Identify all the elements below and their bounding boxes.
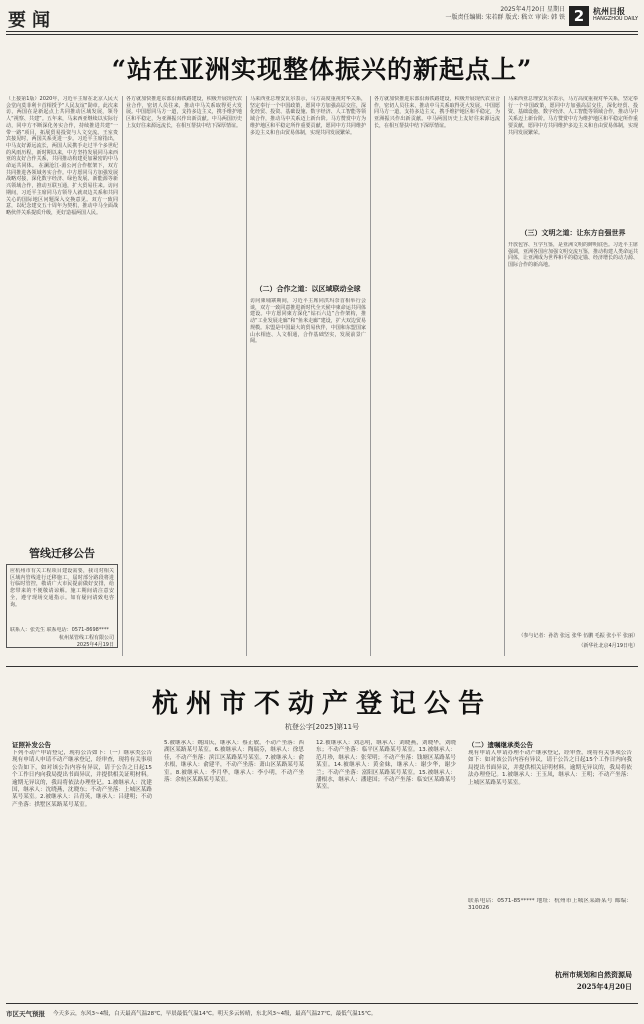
announcement-col-4-heading: （二）遗嘱继承类公告: [468, 741, 533, 749]
header-rule: [6, 31, 638, 32]
notice-box: [6, 564, 118, 648]
notice-date: 2025年4月19日: [76, 642, 114, 648]
page-header: [6, 4, 638, 30]
weather-text: 今天多云，东风3~4级，白天最高气温28℃，早晨最低气温14℃。明天多云转晴，东北风3~4级，最高气温27℃，最低气温15℃。: [53, 1011, 377, 1017]
announcement-contact: 联系电话：0571-85***** 地址：杭州市上城区某路某号 邮编：310026: [468, 898, 632, 912]
article-headline: “站在亚洲实现整体振兴的新起点上”: [111, 55, 533, 84]
section-title: 要闻: [8, 10, 56, 31]
article-col-5-top: 马来西亚总理安瓦尔表示，马方高度重视对华关系，坚定奉行一个中国政策，愿同中方加强高层交往，深化经贸、投资、基础设施、数字经济、人工智能等领域合作，推动马中关系迈上新台阶。马方赞赏中方为维护地区和平稳定所作重要贡献，愿同中方共同维护多边主义和自由贸易体制，实现共同发展繁荣。: [508, 96, 638, 136]
article-col-3-bottom: 访问柬埔寨期间，习近平主席同洪玛奈首相举行会谈，双方一致同意推进新时代全天候中柬命运共同体建设。中方愿同柬方深化“钻石六边”合作架构，推动“工业发展走廊”和“鱼米走廊”建设，扩大双边贸易规模。东盟是中国最大的贸易伙伴，中国和东盟国家山水相连、人文相通，合作基础坚实，发展前景广阔。: [250, 298, 366, 345]
paper-logo: [593, 6, 638, 22]
header-date-block: [445, 6, 565, 22]
article-subhead-2: （二）合作之道：以区域联动全球: [255, 284, 361, 293]
column-divider: [504, 96, 505, 656]
announcement-col-2: 5.被继承人：姚国庆，继承人：蔡正敏，不动产坐落：西湖区某路某号某室。6.被继承人：陶瑞芬，继承人：徐思佳，不动产坐落：滨江区某路某号某室。7.被继承人：俞水根，继承人：俞建平，不动产坐落：萧山区某路某号某室。8.被继承人：李月华，继承人：李小明，不动产坐落：余杭区某路某号某室。: [164, 740, 304, 784]
article-col-1b-text: 在澜沧江-湄公河合作框架下，双方共同推进各领域务实合作。中方愿同马方加强发展战略对接，深化数字经济、绿色发展、新能源等新兴领域合作，推动互联互通，扩大贸易往来。访问期间，习近平主席同马方领导人就双边关系和共同关心的国际地区问题深入交换意见。双方一致同意，以纪念建交五十周年为契机，推动中马全面战略伙伴关系提质升级，更好造福两国人民。: [6, 163, 118, 216]
announcement-doc-number: 杭登公字[2025]第11号: [284, 723, 360, 731]
announcement-title: 杭州市不动产登记公告: [151, 689, 492, 719]
announcement-col-4: 现有申请人申请办理不动产继承登记，经审查，现将有关事项公告如下：如对该公告内容有异议，请于公告之日起15个工作日内向我局提出书面异议，并提供相关证明材料。逾期无异议的，我局将依法办理登记。1.被继承人：王玉凤，继承人：王明；不动产坐落：上城区某路某号某室。: [468, 750, 632, 786]
article-author: （参与记者：孙浩 张远 张华 伍鹏 毛振 张小平 张丽）: [518, 633, 638, 639]
article-subhead-3: （三）文明之道：让东方自强世界: [520, 228, 626, 237]
announcement-signer: 杭州市规划和自然资源局: [555, 970, 632, 979]
notice-company: 杭州某管线工程有限公司: [58, 635, 114, 641]
notice-body: 应杭州市有关工程项目建设需要，我司对相关区域内管线进行迁移施工，届时部分路段将进行临时管控，敬请广大市民提前做好安排，给您带来的不便敬请谅解。施工期间请注意安全，遵守现场交通指示。如有疑问请致电咨询。: [10, 568, 114, 608]
weather-footer: [6, 1006, 638, 1020]
notice-contact: 联系人：张先生 联系电话：0571-8698****: [10, 627, 109, 633]
header-date: 2025年4月20日 星期日: [500, 6, 565, 13]
announcement-col-1: 下列不动产申请登记，现将公告如下：（一）继承类公告 现有申请人申请不动产继承登记，经审查，现将有关事项公告如下，如对该公告内容有异议，请于公告之日起15个工作日内向我局提出书面异议，并提供相关证明材料。逾期无异议的，我局将依法办理登记。1.被继承人：沈建国，继承人：沈晓燕，沈晓东；不动产坐落：上城区某路某号某室。2.被继承人：吕青英，继承人：吕建明；不动产坐落：拱墅区某路某号某室。: [12, 750, 152, 808]
announcement-col-1-heading: 证照补发公告: [12, 741, 51, 749]
article-col-1: [6, 96, 118, 536]
paper-name: 杭州日报: [593, 6, 625, 16]
header-rule-thin: [6, 34, 638, 35]
article-byline: （新华社北京4月19日电）: [578, 643, 638, 649]
column-divider: [246, 96, 247, 656]
article-col-2: 各方就加快推进东部沿海铁路建设，积极开展现代农业合作，密切人员往来，推动中马关系取得更大发展。中国愿同马方一道，支持多边主义，携手维护地区和平稳定，为亚洲振兴作出新贡献。中马两国历史上友好往来源远流长，在相互帮扶中结下深厚情谊。: [126, 96, 242, 129]
notice-title: 管线迁移公告: [29, 547, 95, 560]
page-number: 2: [569, 6, 589, 26]
footer-rule: [6, 1003, 638, 1004]
column-divider: [370, 96, 371, 656]
article-col-4: 各方就加快推进东部沿海铁路建设，积极开展现代农业合作，密切人员往来，推动中马关系取得更大发展。中国愿同马方一道，支持多边主义，携手维护地区和平稳定，为亚洲振兴作出新贡献。中马两国历史上友好往来源远流长，在相互帮扶中结下深厚情谊。: [374, 96, 500, 129]
article-col-3-top: 马来西亚总理安瓦尔表示，马方高度重视对华关系，坚定奉行一个中国政策，愿同中方加强高层交往，深化经贸、投资、基础设施、数字经济、人工智能等领域合作，推动马中关系迈上新台阶。马方赞赏中方为维护地区和平稳定所作重要贡献，愿同中方共同维护多边主义和自由贸易体制，实现共同发展繁荣。: [250, 96, 366, 136]
article-col-1-text: （上接第1版）2020年，习近平主席在北京人民大会堂向莫菲利卡首相授予“人民友谊”勋章。此次来访，两国在是新起点上共同推动区域发展，领导人“视察、共建”。五年来，马来西亚继续以实际行动，同中方不断深化务实合作，持续推进共建“一带一路”项目，拓展贸易投资与人文交流。王室贵宾接见时，两国关系更进一步。习近平主席指出，中马友好源远流长，两国人民携手走过半个多世纪的风雨历程。新时期以来，中方坚持发展同马来西亚的友好合作关系，共同推动构建更加紧密的中马命运共同体。: [6, 96, 118, 170]
article-col-5-bottom: 开放包容、互学互鉴，是亚洲文明的鲜明底色。习近平主席强调，亚洲各国应加强文明交流互鉴，推动构建人类命运共同体，让亚洲成为世界和平的稳定锚、经济增长的动力源、国际合作的新高地。: [508, 242, 638, 269]
header-meta: [445, 6, 638, 28]
weather-label: 市区天气预报: [6, 1009, 45, 1018]
announcement-col-3: 12.被继承人：刘志明，继承人：刘晓燕，刘晓华，刘晓东；不动产坐落：临平区某路某号某室。13.被继承人：范月珍，继承人：张荣明；不动产坐落：钱塘区某路某号某室。14.被继承人：黄金妹，继承人：谢少华，谢少兰；不动产坐落：富阳区某路某号某室。15.被继承人：潘根水，继承人：潘建国；不动产坐落：临安区某路某号某室。: [316, 740, 456, 791]
header-editor: 一版责任编辑: 宋若群 版式: 嵇立 审读: 韩 铁: [445, 14, 565, 21]
announcement-date: 2025年4月20日: [576, 982, 632, 991]
column-divider: [122, 96, 123, 656]
paper-name-en: HANGZHOU DAILY: [593, 16, 638, 22]
section-rule: [6, 666, 638, 667]
